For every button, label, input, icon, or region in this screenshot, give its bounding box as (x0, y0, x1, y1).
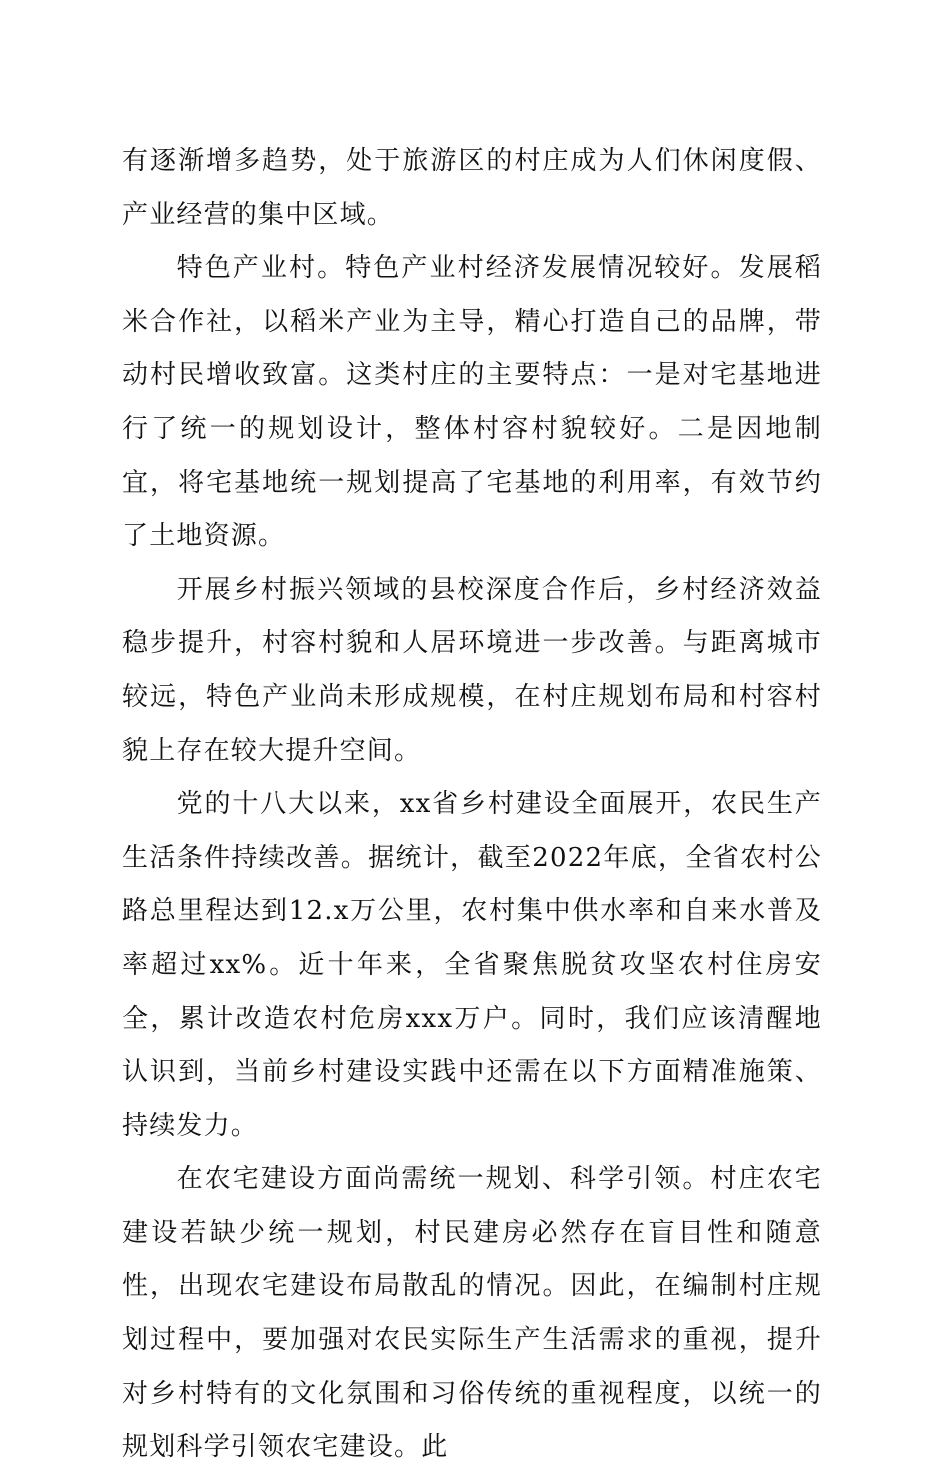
paragraph-county-school-cooperation: 开展乡村振兴领域的县校深度合作后，乡村经济效益稳步提升，村容村貌和人居环境进一步改善。与距离城市较远，特色产业尚未形成规模，在村庄规划布局和村容村貌上存在较大提升空间。 (122, 574, 822, 766)
paragraph-housing-planning: 在农宅建设方面尚需统一规划、科学引领。村庄农宅建设若缺少统一规划，村民建房必然存在盲目性和随意性，出现农宅建设布局散乱的情况。因此，在编制村庄规划过程中，要加强对农民实际生产生活需求的重视，提升对乡村特有的文化氛围和习俗传统的重视程度，以统一的规划科学引领农宅建设。此 (122, 1164, 822, 1463)
paragraph-tourism-continuation: 有逐渐增多趋势，处于旅游区的村庄成为人们休闲度假、产业经营的集中区域。 (122, 146, 822, 230)
paragraph-rural-construction-progress: 党的十八大以来，xx省乡村建设全面展开，农民生产生活条件持续改善。据统计，截至2022年底，全省农村公路总里程达到12.x万公里，农村集中供水率和自来水普及率超过xx%。近十年来，全省聚焦脱贫攻坚农村住房安全，累计改造农村危房xxx万户。同时，我们应该清醒地认识到，当前乡村建设实践中还需在以下方面精准施策、持续发力。 (122, 789, 822, 1141)
document-body (122, 135, 822, 1475)
paragraph-featured-industry-village: 特色产业村。特色产业村经济发展情况较好。发展稻米合作社，以稻米产业为主导，精心打造自己的品牌，带动村民增收致富。这类村庄的主要特点：一是对宅基地进行了统一的规划设计，整体村容村貌较好。二是因地制宜，将宅基地统一规划提高了宅基地的利用率，有效节约了土地资源。 (122, 253, 822, 552)
